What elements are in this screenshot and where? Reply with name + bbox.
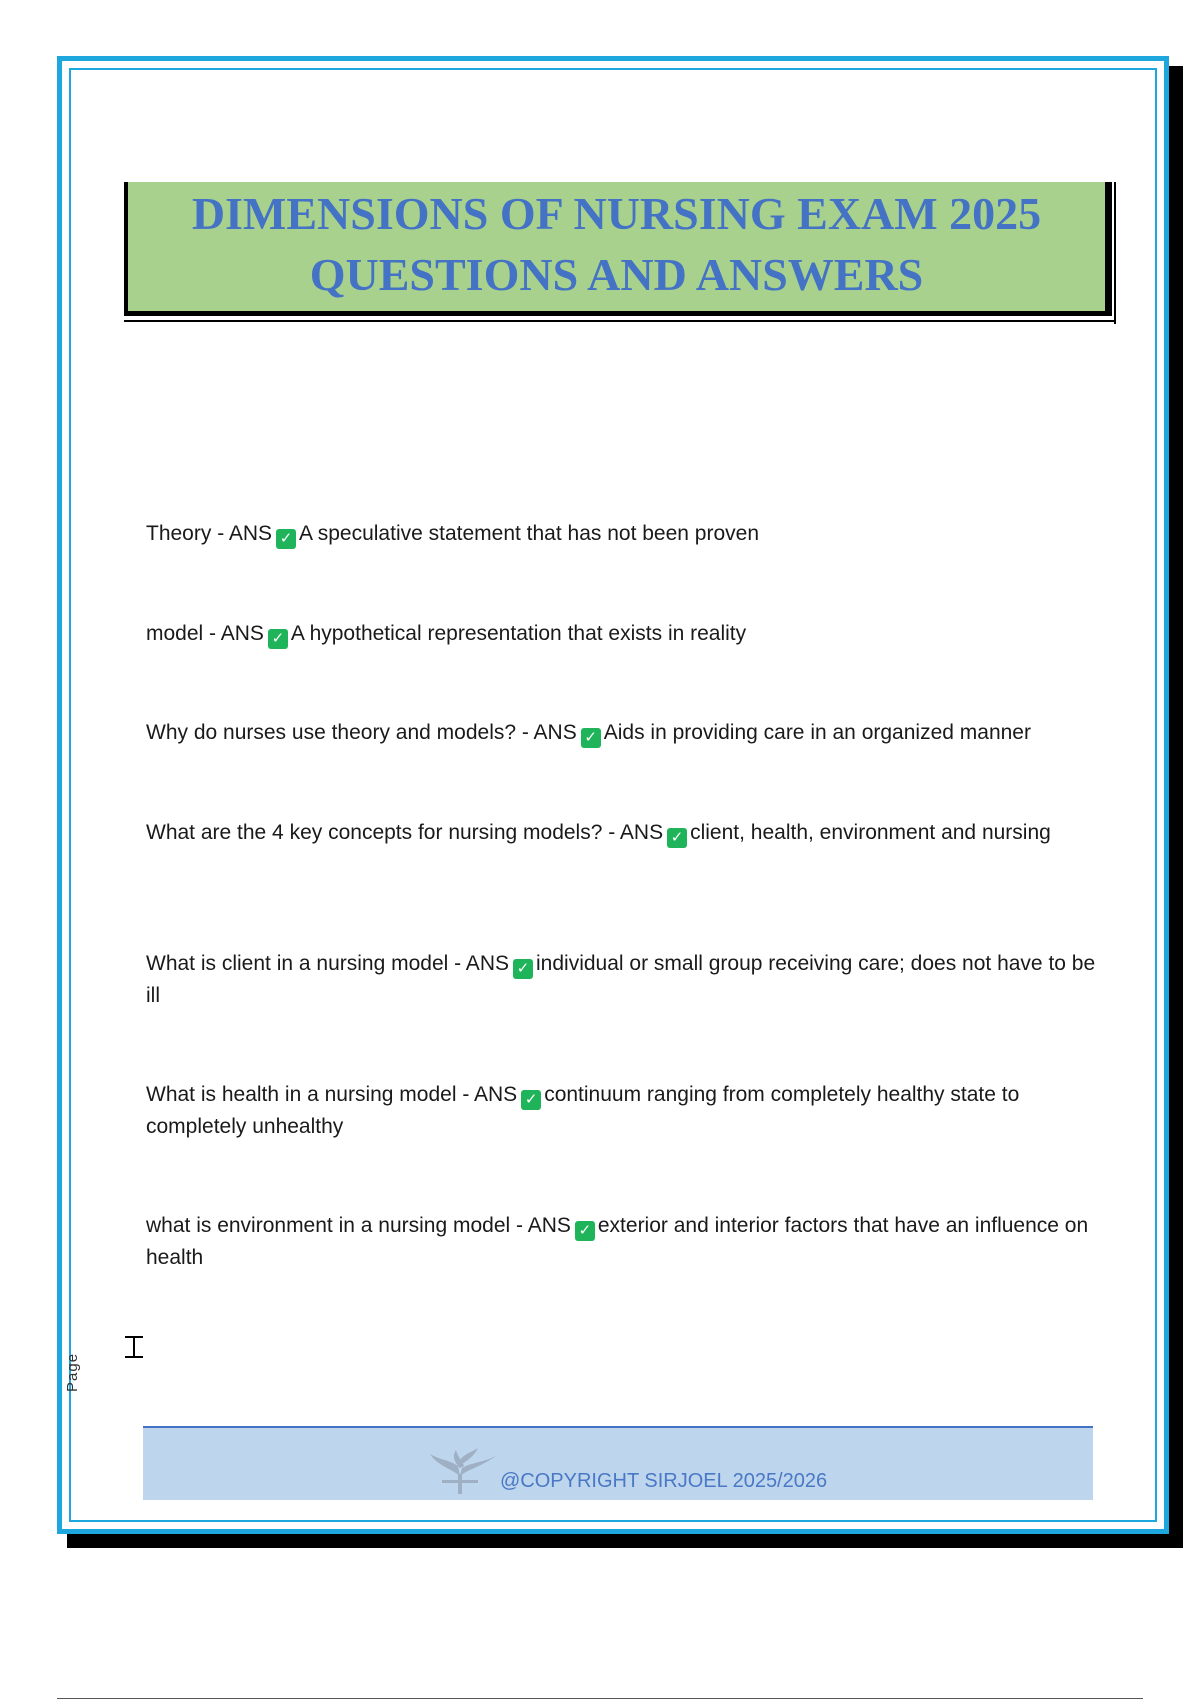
check-mark-icon: ✓ bbox=[667, 828, 687, 848]
qa-item bbox=[146, 1079, 1096, 1143]
banner-edge-line bbox=[1114, 182, 1116, 324]
qa-question: What is health in a nursing model - ANS bbox=[146, 1083, 518, 1106]
check-mark-icon: ✓ bbox=[575, 1221, 595, 1241]
title-banner bbox=[124, 182, 1112, 316]
footer-band bbox=[143, 1426, 1093, 1500]
qa-question: Why do nurses use theory and models? - ANS bbox=[146, 721, 577, 744]
check-mark-icon: ✓ bbox=[268, 629, 288, 649]
page-bottom-rule bbox=[57, 1698, 1143, 1699]
check-mark-icon: ✓ bbox=[581, 728, 601, 748]
qa-answer: client, health, environment and nursing bbox=[690, 821, 1051, 844]
qa-question: model - ANS bbox=[146, 622, 264, 645]
qa-item bbox=[146, 717, 1096, 749]
qa-item bbox=[146, 817, 1096, 849]
qa-answer: A speculative statement that has not been proven bbox=[299, 522, 760, 545]
page-label-text: Page bbox=[64, 1352, 81, 1392]
page-side-label bbox=[60, 1330, 120, 1400]
document-title bbox=[128, 182, 1105, 305]
qa-question: Theory - ANS bbox=[146, 522, 273, 545]
qa-answer: Aids in providing care in an organized manner bbox=[603, 721, 1031, 744]
qa-question: what is environment in a nursing model - ANS bbox=[146, 1214, 571, 1237]
qa-item bbox=[146, 518, 1096, 550]
tree-logo-icon bbox=[428, 1446, 500, 1494]
check-mark-icon: ✓ bbox=[276, 529, 296, 549]
qa-answer: individual or small group receiving care; does not have to be ill bbox=[146, 952, 1096, 1007]
qa-answer: A hypothetical representation that exists in reality bbox=[290, 622, 747, 645]
qa-item bbox=[146, 1210, 1096, 1274]
qa-item bbox=[146, 618, 1096, 650]
title-line-2: QUESTIONS AND ANSWERS bbox=[309, 249, 924, 300]
qa-answer: exterior and interior factors that have an influence on health bbox=[146, 1214, 1089, 1269]
qa-question: What are the 4 key concepts for nursing models? - ANS bbox=[146, 821, 664, 844]
qa-item bbox=[146, 948, 1096, 1012]
copyright-text: @COPYRIGHT SIRJOEL 2025/2026 bbox=[500, 1470, 828, 1492]
page-number-bracket bbox=[133, 1336, 135, 1358]
check-mark-icon: ✓ bbox=[521, 1090, 541, 1110]
qa-question: What is client in a nursing model - ANS bbox=[146, 952, 509, 975]
qa-answer: continuum ranging from completely healthy state to completely unhealthy bbox=[146, 1083, 1020, 1138]
check-mark-icon: ✓ bbox=[513, 959, 533, 979]
title-line-1: DIMENSIONS OF NURSING EXAM 2025 bbox=[191, 188, 1042, 239]
